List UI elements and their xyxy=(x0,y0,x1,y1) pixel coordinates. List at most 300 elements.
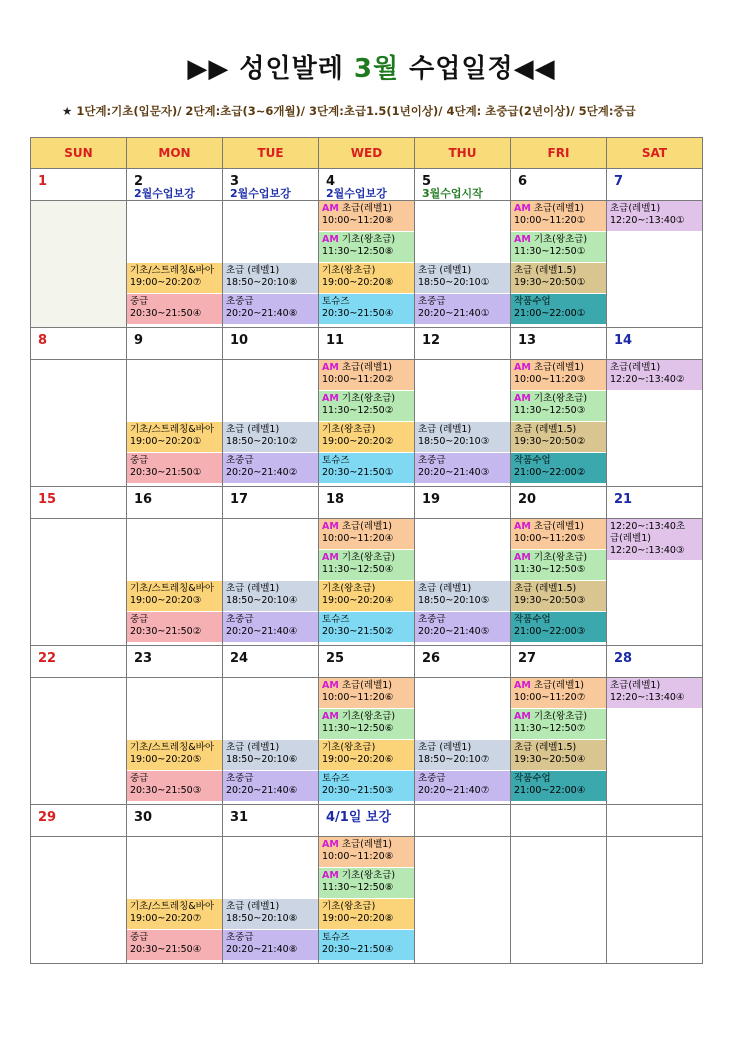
class-name xyxy=(322,521,414,533)
date-cell xyxy=(415,646,511,678)
class-block xyxy=(319,771,414,802)
class-title: 초중급 xyxy=(418,614,446,625)
class-title: 초중급 xyxy=(226,773,254,784)
class-name xyxy=(226,742,318,754)
date-number: 19 xyxy=(422,492,441,507)
class-name xyxy=(226,901,318,913)
class-name xyxy=(514,583,606,595)
class-title: 초급 (레벨1.5) xyxy=(514,583,577,594)
class-time: 11:30~12:50⑤ xyxy=(514,564,586,575)
class-title: 초급(레벨1) xyxy=(338,362,392,373)
weekday-header-row xyxy=(31,138,703,169)
empty-slot xyxy=(223,678,318,709)
class-block xyxy=(127,771,222,802)
date-number: 15 xyxy=(38,492,57,507)
date-cell xyxy=(511,646,607,678)
class-time: 20:30~21:50③ xyxy=(130,785,202,796)
empty-slot xyxy=(223,232,318,263)
class-title: 초급(레벨1) xyxy=(338,521,392,532)
class-title: 초중급 xyxy=(418,296,446,307)
class-block xyxy=(511,771,606,802)
empty-slot xyxy=(127,868,222,899)
class-time: 19:00~20:20⑤ xyxy=(130,754,202,765)
class-name xyxy=(418,455,510,467)
date-cell xyxy=(223,169,319,201)
class-block xyxy=(511,294,606,325)
class-title: 기초/스트레칭&바아 xyxy=(130,742,215,753)
date-number: 16 xyxy=(134,492,153,507)
class-row xyxy=(31,201,703,328)
am-label: AM xyxy=(322,839,339,850)
class-title: 토슈즈 xyxy=(322,773,350,784)
class-block xyxy=(127,581,222,612)
am-label: AM xyxy=(322,393,339,404)
class-time: 18:50~20:10② xyxy=(226,436,298,447)
weekday-header: TUE xyxy=(223,138,319,169)
date-cell xyxy=(319,805,415,837)
day-classes-cell xyxy=(31,360,127,487)
class-title: 초급(레벨1) xyxy=(530,362,584,373)
day-classes-cell xyxy=(511,201,607,328)
am-label: AM xyxy=(322,362,339,373)
date-number: 25 xyxy=(326,651,345,666)
class-time: 20:30~21:50① xyxy=(130,467,202,478)
class-block xyxy=(319,550,414,581)
class-name xyxy=(610,521,702,533)
date-number xyxy=(607,805,702,811)
day-classes-cell xyxy=(415,519,511,646)
empty-slot xyxy=(415,550,510,581)
empty-slot xyxy=(127,837,222,868)
empty-slot xyxy=(127,519,222,550)
date-number xyxy=(415,805,510,811)
class-row xyxy=(31,678,703,805)
class-block xyxy=(127,422,222,453)
class-name xyxy=(322,711,414,723)
day-classes-cell xyxy=(511,360,607,487)
class-title: 초급 (레벨1) xyxy=(226,583,280,594)
class-block xyxy=(319,391,414,422)
day-classes-cell xyxy=(607,360,703,487)
day-classes-cell xyxy=(127,837,223,964)
class-name xyxy=(322,932,414,944)
class-name xyxy=(418,773,510,785)
date-number: 8 xyxy=(38,333,48,348)
class-time: 19:00~20:20② xyxy=(322,436,394,447)
class-row xyxy=(31,519,703,646)
class-time: 10:00~11:20② xyxy=(322,374,394,385)
class-name xyxy=(130,296,222,308)
date-number: 28 xyxy=(614,651,633,666)
class-block xyxy=(319,422,414,453)
class-time: 급(레벨1) xyxy=(610,533,651,544)
class-time: 19:00~20:20⑦ xyxy=(130,277,202,288)
class-title: 기초(왕초급) xyxy=(530,711,588,722)
date-number: 20 xyxy=(518,492,537,507)
class-block xyxy=(415,453,510,484)
class-name xyxy=(226,296,318,308)
class-title: 중급 xyxy=(130,296,149,307)
date-number: 23 xyxy=(134,651,153,666)
date-number: 6 xyxy=(518,174,528,189)
date-cell xyxy=(223,646,319,678)
day-classes-cell xyxy=(223,519,319,646)
empty-slot xyxy=(415,360,510,391)
date-number: 2 xyxy=(134,174,144,189)
class-block xyxy=(511,519,606,550)
date-cell xyxy=(607,646,703,678)
title-prefix: ▶▶ 성인발레 xyxy=(187,54,354,84)
class-time: 18:50~20:10① xyxy=(418,277,490,288)
weekday-header: SUN xyxy=(31,138,127,169)
class-name xyxy=(130,932,222,944)
class-time: 19:00~20:20⑦ xyxy=(130,913,202,924)
day-classes-cell xyxy=(223,360,319,487)
weekday-header: SAT xyxy=(607,138,703,169)
class-title: 초중급 xyxy=(226,614,254,625)
date-cell xyxy=(127,646,223,678)
date-number: 4/1일 보강 xyxy=(326,810,392,825)
class-block xyxy=(319,453,414,484)
class-name xyxy=(130,742,222,754)
class-title: 작품수업 xyxy=(514,296,551,307)
class-time: 19:00~20:20④ xyxy=(322,595,394,606)
class-name xyxy=(322,614,414,626)
class-time: 18:50~20:10⑧ xyxy=(226,277,298,288)
class-title: 초급(레벨1) xyxy=(530,521,584,532)
class-title: 12:20~:13:40초 xyxy=(610,521,686,532)
class-time: 19:00~20:20⑥ xyxy=(322,754,394,765)
class-title: 초중급 xyxy=(226,296,254,307)
class-title: 기초(왕초급) xyxy=(338,552,396,563)
class-title: 초중급 xyxy=(226,932,254,943)
date-cell xyxy=(511,487,607,519)
date-cell xyxy=(223,805,319,837)
class-title: 초중급 xyxy=(226,455,254,466)
class-name xyxy=(514,455,606,467)
am-label: AM xyxy=(322,680,339,691)
class-name xyxy=(322,203,414,215)
date-number: 7 xyxy=(614,174,624,189)
class-title: 초급(레벨1) xyxy=(530,680,584,691)
class-block xyxy=(511,263,606,294)
class-time: 19:00~20:20③ xyxy=(130,595,202,606)
class-block xyxy=(319,263,414,294)
class-block xyxy=(415,581,510,612)
class-title: 초급 (레벨1.5) xyxy=(514,424,577,435)
class-name xyxy=(226,455,318,467)
empty-slot xyxy=(223,868,318,899)
am-label: AM xyxy=(514,362,531,373)
class-title: 기초(왕초급) xyxy=(338,393,396,404)
class-time: 20:30~21:50② xyxy=(322,626,394,637)
class-title: 기초(왕초급) xyxy=(530,234,588,245)
class-block xyxy=(319,581,414,612)
class-time: 10:00~11:20⑥ xyxy=(322,692,394,703)
date-cell xyxy=(319,328,415,360)
class-title: 기초(왕초급) xyxy=(322,901,376,912)
class-block xyxy=(607,678,702,709)
empty-slot xyxy=(127,678,222,709)
class-time: 20:30~21:50④ xyxy=(322,944,394,955)
empty-slot xyxy=(415,709,510,740)
class-name xyxy=(514,680,606,692)
class-block xyxy=(511,678,606,709)
class-block xyxy=(415,740,510,771)
class-name xyxy=(514,234,606,246)
day-classes-cell xyxy=(223,678,319,805)
am-label: AM xyxy=(322,234,339,245)
class-time: 20:30~21:50④ xyxy=(322,308,394,319)
class-time: 10:00~11:20④ xyxy=(322,533,394,544)
date-cell xyxy=(415,169,511,201)
class-block xyxy=(511,201,606,232)
class-name xyxy=(130,901,222,913)
class-name xyxy=(322,901,414,913)
class-name xyxy=(130,455,222,467)
legend-text: 1단계:기초(입문자)/ 2단계:초급(3~6개월)/ 3단계:초급1.5(1년이상)/ 4단계: 초중급(2년이상)/ 5단계:중급 xyxy=(76,104,636,118)
date-number: 27 xyxy=(518,651,537,666)
class-title: 기초/스트레칭&바아 xyxy=(130,583,215,594)
class-title: 초급(레벨1) xyxy=(610,680,661,691)
class-title: 중급 xyxy=(130,773,149,784)
class-name xyxy=(418,614,510,626)
class-time: 12:20~:13:40① xyxy=(610,215,685,226)
class-name xyxy=(514,203,606,215)
date-cell xyxy=(607,328,703,360)
day-classes-cell xyxy=(31,837,127,964)
class-time: 19:30~20:50② xyxy=(514,436,586,447)
class-name xyxy=(418,424,510,436)
date-row xyxy=(31,487,703,519)
class-name xyxy=(130,614,222,626)
empty-slot xyxy=(415,678,510,709)
class-title: 초급(레벨1) xyxy=(338,680,392,691)
class-time: 20:20~21:40④ xyxy=(226,626,298,637)
class-block xyxy=(607,201,702,232)
class-block xyxy=(511,453,606,484)
class-name xyxy=(322,265,414,277)
day-classes-cell xyxy=(511,678,607,805)
date-cell xyxy=(319,169,415,201)
class-time: 10:00~11:20⑧ xyxy=(322,851,394,862)
class-block xyxy=(319,360,414,391)
empty-slot xyxy=(415,391,510,422)
am-label: AM xyxy=(514,234,531,245)
class-title: 기초(왕초급) xyxy=(322,742,376,753)
empty-slot xyxy=(223,201,318,232)
class-time: 21:00~22:00① xyxy=(514,308,586,319)
class-name xyxy=(514,424,606,436)
class-time: 20:20~21:40⑧ xyxy=(226,944,298,955)
class-time: 21:00~22:00③ xyxy=(514,626,586,637)
class-time: 11:30~12:50③ xyxy=(514,405,586,416)
class-title: 작품수업 xyxy=(514,455,551,466)
class-block xyxy=(319,868,414,899)
class-time: 20:20~21:40② xyxy=(226,467,298,478)
class-block xyxy=(223,771,318,802)
date-cell xyxy=(127,805,223,837)
class-block xyxy=(319,678,414,709)
class-block xyxy=(127,899,222,930)
class-block xyxy=(223,453,318,484)
date-cell xyxy=(415,805,511,837)
date-note: 2월수업보강 xyxy=(230,187,291,200)
class-block xyxy=(223,581,318,612)
class-name xyxy=(514,711,606,723)
title-suffix: 수업일정◀◀ xyxy=(399,54,556,84)
class-block xyxy=(415,612,510,643)
am-label: AM xyxy=(514,680,531,691)
class-title: 기초(왕초급) xyxy=(322,424,376,435)
class-time: 11:30~12:50⑦ xyxy=(514,723,586,734)
am-label: AM xyxy=(514,521,531,532)
class-block xyxy=(223,899,318,930)
class-title: 기초(왕초급) xyxy=(530,393,588,404)
class-name xyxy=(514,393,606,405)
class-title: 초급 (레벨1) xyxy=(226,424,280,435)
class-title: 초급 (레벨1) xyxy=(418,424,472,435)
class-block xyxy=(415,294,510,325)
date-cell xyxy=(607,805,703,837)
date-cell xyxy=(31,328,127,360)
class-title: 초중급 xyxy=(418,455,446,466)
class-title: 기초(왕초급) xyxy=(322,265,376,276)
day-classes-cell xyxy=(415,360,511,487)
class-row xyxy=(31,360,703,487)
date-cell xyxy=(415,487,511,519)
date-number: 29 xyxy=(38,810,57,825)
date-number: 24 xyxy=(230,651,249,666)
class-time: 19:00~20:20⑧ xyxy=(322,277,394,288)
date-cell xyxy=(31,646,127,678)
am-label: AM xyxy=(322,203,339,214)
day-classes-cell xyxy=(415,837,511,964)
class-time: 11:30~12:50② xyxy=(322,405,394,416)
class-name xyxy=(514,362,606,374)
date-cell xyxy=(223,487,319,519)
class-time: 20:30~21:50② xyxy=(130,626,202,637)
class-block xyxy=(319,930,414,961)
class-name xyxy=(322,234,414,246)
weekday-header: FRI xyxy=(511,138,607,169)
date-number: 10 xyxy=(230,333,249,348)
am-label: AM xyxy=(514,711,531,722)
date-number: 11 xyxy=(326,333,345,348)
empty-slot xyxy=(127,709,222,740)
class-name xyxy=(226,583,318,595)
empty-slot xyxy=(223,709,318,740)
empty-slot xyxy=(415,519,510,550)
class-time: 19:30~20:50④ xyxy=(514,754,586,765)
class-block xyxy=(511,581,606,612)
weekday-header: THU xyxy=(415,138,511,169)
date-note: 2월수업보강 xyxy=(326,187,387,200)
class-time: 20:20~21:40⑦ xyxy=(418,785,490,796)
class-time: 18:50~20:10⑥ xyxy=(226,754,298,765)
day-classes-cell xyxy=(31,678,127,805)
date-number: 9 xyxy=(134,333,144,348)
class-block xyxy=(127,930,222,961)
class-block xyxy=(223,294,318,325)
class-name xyxy=(226,614,318,626)
date-cell xyxy=(511,328,607,360)
class-name xyxy=(322,455,414,467)
day-classes-cell xyxy=(319,360,415,487)
class-name xyxy=(130,424,222,436)
class-name xyxy=(322,742,414,754)
class-title: 초급 (레벨1.5) xyxy=(514,265,577,276)
empty-slot xyxy=(127,550,222,581)
class-title: 작품수업 xyxy=(514,773,551,784)
date-number: 13 xyxy=(518,333,537,348)
class-name xyxy=(418,742,510,754)
class-time: 19:30~20:50① xyxy=(514,277,586,288)
date-number: 12 xyxy=(422,333,441,348)
day-classes-cell xyxy=(31,519,127,646)
date-number: 17 xyxy=(230,492,249,507)
class-title: 초급 (레벨1) xyxy=(226,265,280,276)
empty-slot xyxy=(223,360,318,391)
class-row xyxy=(31,837,703,964)
date-cell xyxy=(31,169,127,201)
date-cell xyxy=(31,487,127,519)
am-label: AM xyxy=(322,552,339,563)
am-label: AM xyxy=(322,711,339,722)
class-time: 18:50~20:10⑤ xyxy=(418,595,490,606)
class-time: 12:20~:13:40② xyxy=(610,374,685,385)
class-name xyxy=(514,552,606,564)
class-time: 19:30~20:50③ xyxy=(514,595,586,606)
class-time: 12:20~:13:40③ xyxy=(610,545,685,556)
class-time: 10:00~11:20① xyxy=(514,215,586,226)
class-name xyxy=(322,393,414,405)
class-block xyxy=(319,519,414,550)
class-name xyxy=(322,680,414,692)
date-cell xyxy=(127,169,223,201)
class-block xyxy=(607,360,702,391)
class-name xyxy=(514,521,606,533)
class-name xyxy=(418,265,510,277)
date-cell xyxy=(127,328,223,360)
class-title: 기초(왕초급) xyxy=(338,711,396,722)
class-title: 초급(레벨1) xyxy=(610,362,661,373)
class-block xyxy=(223,930,318,961)
class-time: 12:20~:13:40④ xyxy=(610,692,685,703)
am-label: AM xyxy=(322,870,339,881)
class-title: 초급 (레벨1) xyxy=(418,265,472,276)
date-number: 21 xyxy=(614,492,633,507)
date-cell xyxy=(511,169,607,201)
class-time: 19:00~20:20① xyxy=(130,436,202,447)
day-classes-cell xyxy=(607,519,703,646)
class-title: 초급(레벨1) xyxy=(610,203,661,214)
date-cell xyxy=(607,169,703,201)
class-time: 19:00~20:20⑧ xyxy=(322,913,394,924)
date-number: 31 xyxy=(230,810,249,825)
class-title: 토슈즈 xyxy=(322,296,350,307)
class-block xyxy=(319,232,414,263)
class-block xyxy=(511,391,606,422)
class-time: 20:30~21:50③ xyxy=(322,785,394,796)
am-label: AM xyxy=(322,521,339,532)
date-number: 3 xyxy=(230,174,240,189)
class-name xyxy=(418,296,510,308)
class-block xyxy=(127,740,222,771)
class-name xyxy=(514,265,606,277)
class-title: 기초(왕초급) xyxy=(322,583,376,594)
empty-slot xyxy=(415,201,510,232)
